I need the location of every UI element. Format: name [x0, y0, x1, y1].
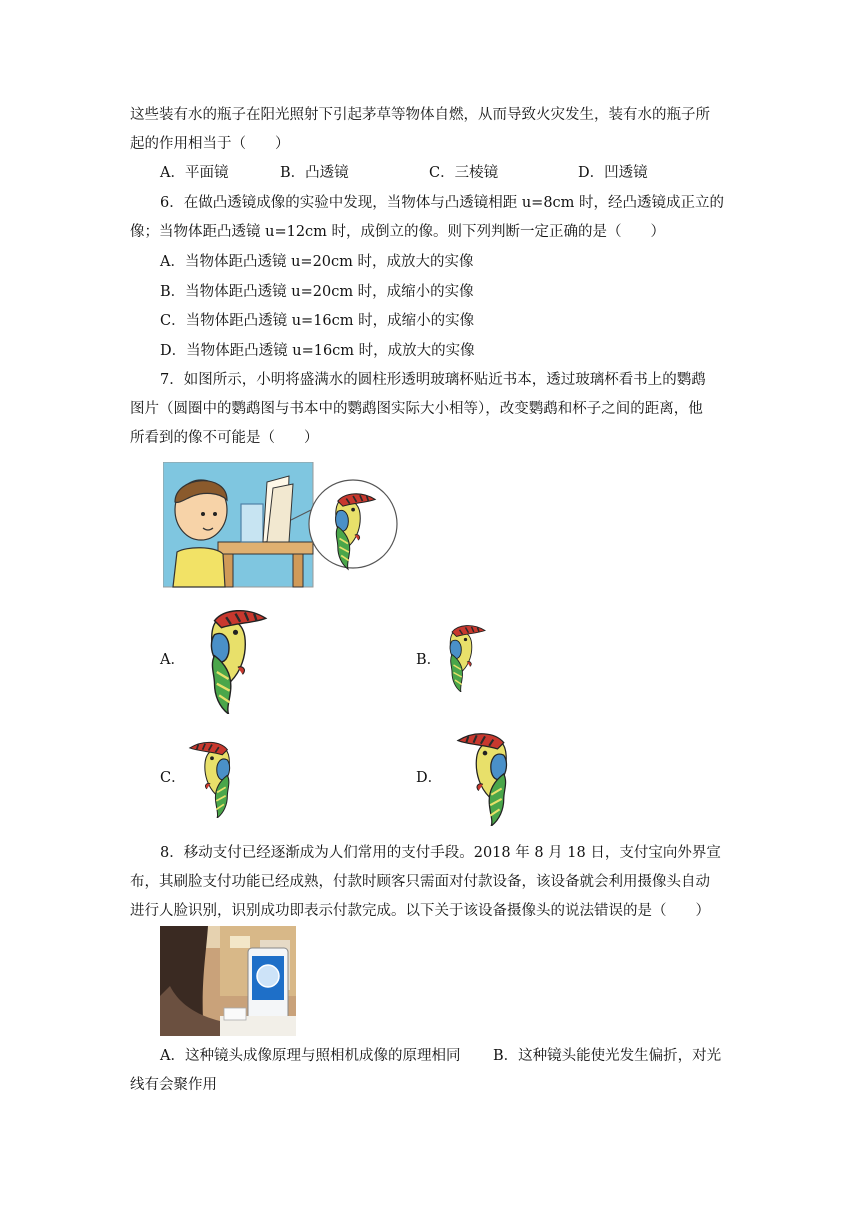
q5-option-d[interactable]: D．凹透镜 [578, 165, 648, 181]
q8-line1: 8．移动支付已经逐渐成为人们常用的支付手段。2018 年 8 月 18 日，支付宝向外界宣 [160, 845, 721, 861]
q6-option-b[interactable]: B．当物体距凸透镜 u=20cm 时，成缩小的实像 [160, 284, 474, 300]
boy-glass-book-illustration [163, 462, 399, 588]
q7-option-c-label[interactable]: C． [160, 770, 186, 786]
q6-option-d[interactable]: D．当物体距凸透镜 u=16cm 时，成放大的实像 [160, 343, 475, 359]
q5-option-c[interactable]: C．三棱镜 [429, 165, 499, 181]
parrot-option-b-image[interactable] [443, 620, 488, 692]
q7-option-a-label[interactable]: A． [160, 652, 185, 668]
q7-line1: 7．如图所示，小明将盛满水的圆柱形透明玻璃杯贴近书本，透过玻璃杯看书上的鹦鹉 [160, 372, 706, 388]
q7-option-b-label[interactable]: B． [416, 652, 442, 668]
q6-line2: 像；当物体距凸透镜 u=12cm 时，成倒立的像。则下列判断一定正确的是（ ） [130, 224, 666, 240]
q6-option-c[interactable]: C．当物体距凸透镜 u=16cm 时，成缩小的实像 [160, 313, 475, 329]
q8-option-a[interactable]: A．这种镜头成像原理与照相机成像的原理相同 [160, 1048, 461, 1064]
parrot-option-d-image[interactable] [443, 726, 527, 826]
q5-option-b[interactable]: B．凸透镜 [280, 165, 349, 181]
q5-line1: 这些装有水的瓶子在阳光照射下引起茅草等物体自燃，从而导致火灾发生，装有水的瓶子所 [130, 107, 710, 123]
q5-line2: 起的作用相当于（ ） [130, 136, 290, 152]
q5-option-a[interactable]: A．平面镜 [160, 165, 229, 181]
face-payment-device-photo [160, 926, 296, 1036]
q7-line2: 图片（圆圈中的鹦鹉图与书本中的鹦鹉图实际大小相等），改变鹦鹉和杯子之间的距离，他 [130, 401, 703, 417]
q8-option-b-line1[interactable]: B．这种镜头能使光发生偏折，对光 [493, 1048, 722, 1064]
parrot-option-a-image[interactable] [188, 602, 283, 714]
q7-option-d-label[interactable]: D． [416, 770, 443, 786]
q7-line3: 所看到的像不可能是（ ） [130, 430, 319, 446]
q6-option-a[interactable]: A．当物体距凸透镜 u=20cm 时，成放大的实像 [160, 254, 474, 270]
q8-line2: 布，其刷脸支付功能已经成熟，付款时顾客只需面对付款设备，该设备就会利用摄像头自动 [130, 874, 710, 890]
q8-line3: 进行人脸识别，识别成功即表示付款完成。以下关于该设备摄像头的说法错误的是（ ） [130, 903, 710, 919]
q8-option-b-line2[interactable]: 线有会聚作用 [130, 1077, 217, 1093]
parrot-option-c-image[interactable] [186, 736, 238, 818]
q6-line1: 6．在做凸透镜成像的实验中发现，当物体与凸透镜相距 u=8cm 时，经凸透镜成正立的 [160, 195, 725, 211]
